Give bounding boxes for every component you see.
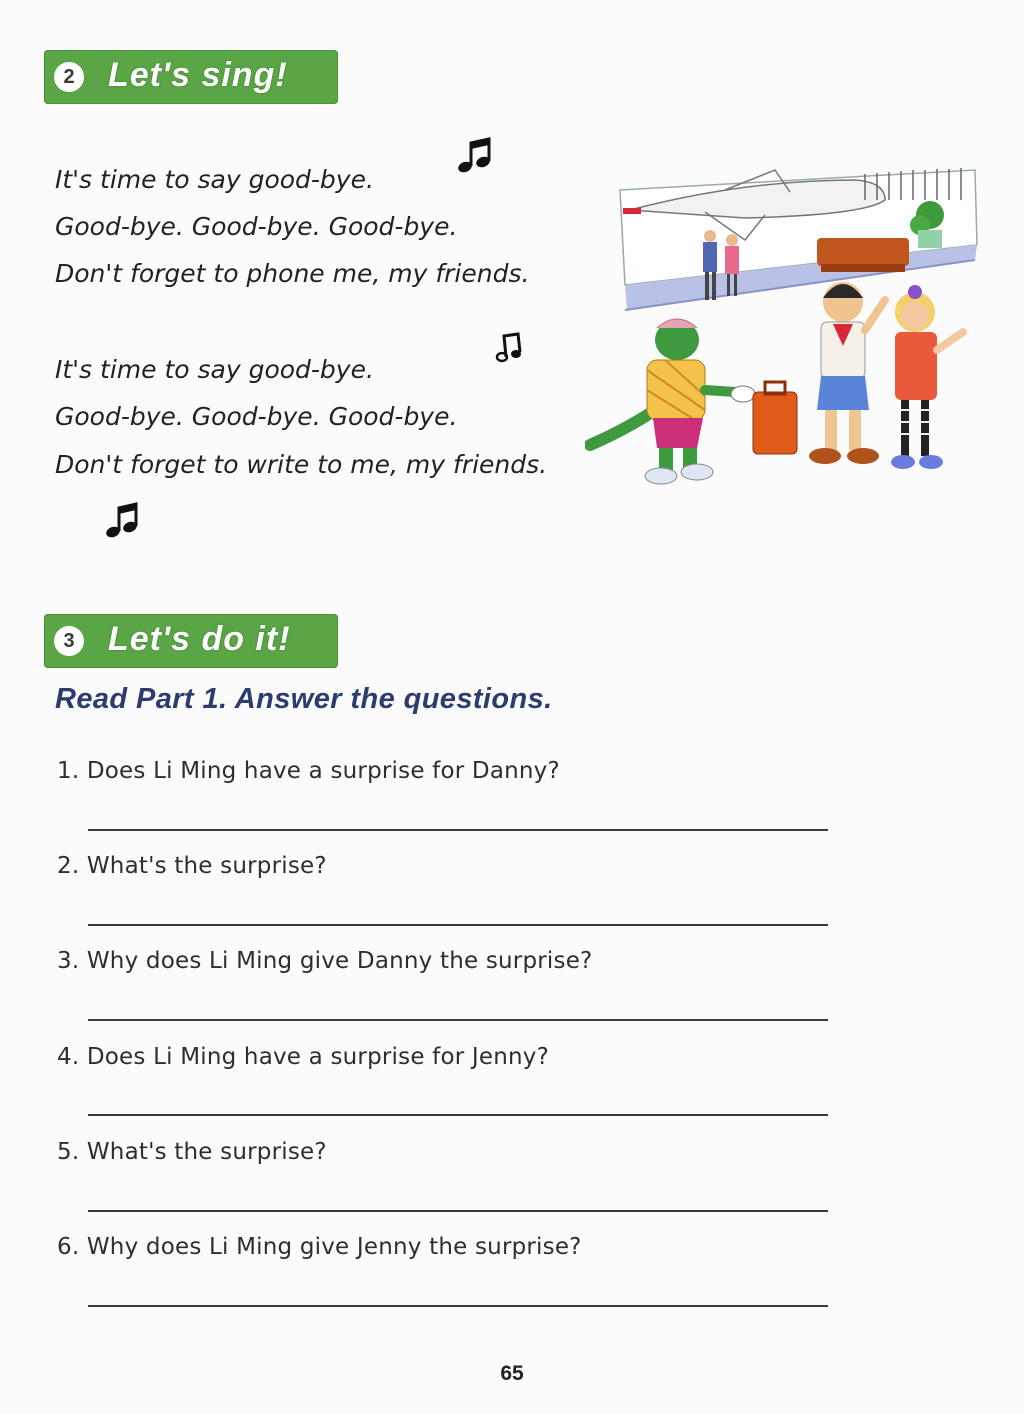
section-3-header — [44, 614, 338, 668]
lyric-line: Don't forget to phone me, my friends. — [55, 259, 530, 288]
question-3: 3. Why does Li Ming give Danny the surprise? — [57, 948, 593, 974]
lyric-line: Don't forget to write to me, my friends. — [55, 450, 548, 479]
question-1: 1. Does Li Ming have a surprise for Danny? — [57, 758, 560, 784]
lyric-line: Good-bye. Good-bye. Good-bye. — [55, 212, 458, 241]
section-2-header — [44, 50, 338, 104]
instruction-heading: Read Part 1. Answer the questions. — [55, 683, 553, 715]
answer-line-5[interactable] — [88, 1210, 828, 1212]
lyric-line: It's time to say good-bye. — [55, 165, 374, 194]
section-title: Let's do it! — [108, 620, 291, 658]
answer-line-6[interactable] — [88, 1305, 828, 1307]
answer-line-1[interactable] — [88, 829, 828, 831]
question-2: 2. What's the surprise? — [57, 853, 327, 879]
question-4: 4. Does Li Ming have a surprise for Jenny? — [57, 1044, 550, 1070]
answer-line-4[interactable] — [88, 1114, 828, 1116]
answer-line-3[interactable] — [88, 1019, 828, 1021]
lyric-line: It's time to say good-bye. — [55, 355, 374, 384]
music-note-icon — [492, 330, 526, 366]
answer-line-2[interactable] — [88, 924, 828, 926]
page-number: 65 — [500, 1362, 524, 1385]
question-5: 5. What's the surprise? — [57, 1139, 327, 1165]
section-title: Let's sing! — [108, 56, 288, 94]
question-6: 6. Why does Li Ming give Jenny the surprise? — [57, 1234, 582, 1260]
music-note-icon — [103, 500, 143, 542]
music-note-icon — [455, 135, 495, 177]
section-number: 3 — [54, 626, 84, 656]
airport-farewell-illustration — [585, 160, 985, 500]
section-number: 2 — [54, 62, 84, 92]
lyric-line: Good-bye. Good-bye. Good-bye. — [55, 402, 458, 431]
